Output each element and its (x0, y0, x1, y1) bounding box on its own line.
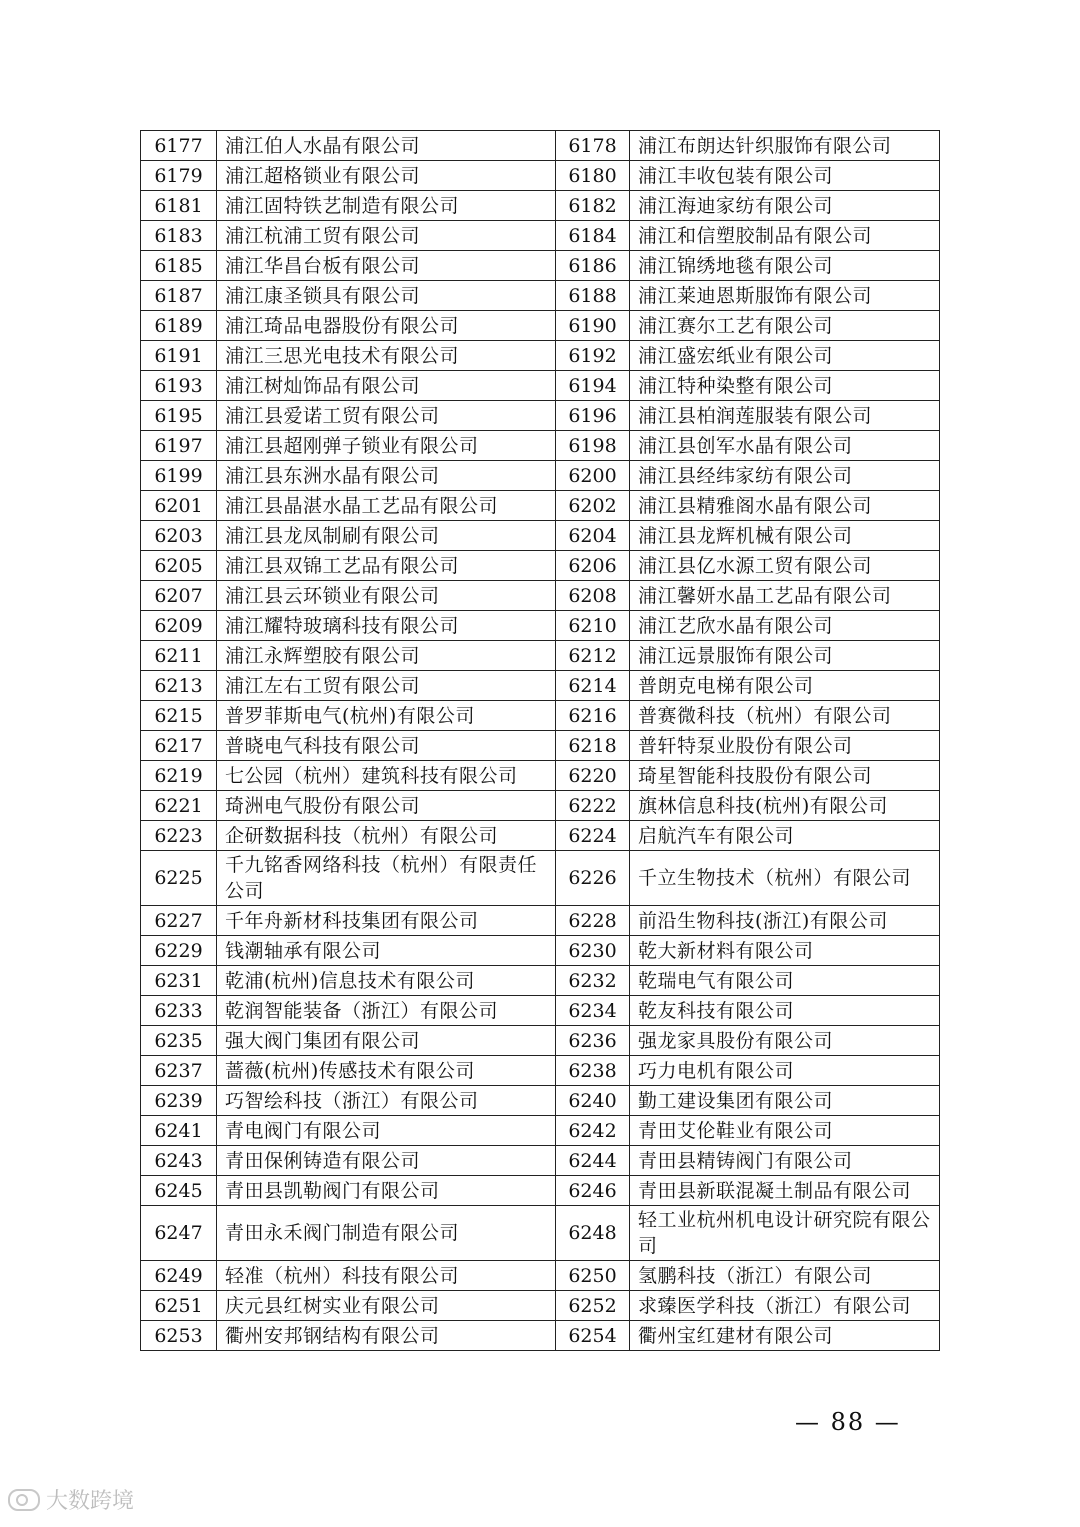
row-number-right: 6188 (556, 281, 630, 311)
table-row (141, 641, 940, 671)
company-name-left: 企研数据科技（杭州）有限公司 (217, 821, 556, 851)
row-number-right: 6202 (556, 491, 630, 521)
watermark-text: 大数跨境 (46, 1489, 135, 1514)
company-name-left: 琦洲电气股份有限公司 (217, 791, 556, 821)
company-name-right: 前沿生物科技(浙江)有限公司 (630, 906, 940, 936)
table-row (141, 966, 940, 996)
company-name-left: 乾润智能装备（浙江）有限公司 (217, 996, 556, 1026)
table-row (141, 671, 940, 701)
company-name-left: 乾浦(杭州)信息技术有限公司 (217, 966, 556, 996)
company-name-left: 浦江永辉塑胶有限公司 (217, 641, 556, 671)
table-row (141, 1291, 940, 1321)
company-name-right: 乾大新材料有限公司 (630, 936, 940, 966)
row-number-left: 6245 (141, 1176, 217, 1206)
company-name-left: 浦江伯人水晶有限公司 (217, 131, 556, 161)
company-name-right: 普朗克电梯有限公司 (630, 671, 940, 701)
row-number-right: 6228 (556, 906, 630, 936)
row-number-left: 6253 (141, 1321, 217, 1351)
row-number-right: 6248 (556, 1206, 630, 1261)
row-number-left: 6247 (141, 1206, 217, 1261)
row-number-right: 6234 (556, 996, 630, 1026)
row-number-left: 6223 (141, 821, 217, 851)
company-name-left: 青田保俐铸造有限公司 (217, 1146, 556, 1176)
company-name-left: 庆元县红树实业有限公司 (217, 1291, 556, 1321)
row-number-left: 6191 (141, 341, 217, 371)
row-number-right: 6254 (556, 1321, 630, 1351)
company-name-right: 求臻医学科技（浙江）有限公司 (630, 1291, 940, 1321)
company-name-right: 强龙家具股份有限公司 (630, 1026, 940, 1056)
company-name-left: 青田永禾阀门制造有限公司 (217, 1206, 556, 1261)
company-name-right: 浦江赛尔工艺有限公司 (630, 311, 940, 341)
table-row (141, 431, 940, 461)
table-row (141, 1116, 940, 1146)
table-row (141, 701, 940, 731)
company-name-right: 琦星智能科技股份有限公司 (630, 761, 940, 791)
row-number-right: 6180 (556, 161, 630, 191)
company-list-table-wrap (140, 130, 939, 1351)
company-name-right: 乾友科技有限公司 (630, 996, 940, 1026)
company-name-left: 千年舟新材科技集团有限公司 (217, 906, 556, 936)
company-name-left: 浦江固特铁艺制造有限公司 (217, 191, 556, 221)
table-row (141, 1206, 940, 1261)
row-number-right: 6198 (556, 431, 630, 461)
table-body (141, 131, 940, 1351)
company-name-left: 浦江树灿饰品有限公司 (217, 371, 556, 401)
table-row (141, 281, 940, 311)
company-name-left: 浦江琦品电器股份有限公司 (217, 311, 556, 341)
row-number-left: 6189 (141, 311, 217, 341)
table-row (141, 1176, 940, 1206)
row-number-right: 6224 (556, 821, 630, 851)
row-number-right: 6236 (556, 1026, 630, 1056)
row-number-left: 6239 (141, 1086, 217, 1116)
company-name-left: 浦江县晶湛水晶工艺品有限公司 (217, 491, 556, 521)
company-name-right: 千立生物技术（杭州）有限公司 (630, 851, 940, 906)
row-number-left: 6181 (141, 191, 217, 221)
row-number-right: 6190 (556, 311, 630, 341)
company-name-right: 青田县新联混凝土制品有限公司 (630, 1176, 940, 1206)
company-name-right: 浦江县经纬家纺有限公司 (630, 461, 940, 491)
row-number-left: 6231 (141, 966, 217, 996)
table-row (141, 161, 940, 191)
company-name-right: 青田县精铸阀门有限公司 (630, 1146, 940, 1176)
row-number-right: 6226 (556, 851, 630, 906)
row-number-left: 6235 (141, 1026, 217, 1056)
row-number-right: 6218 (556, 731, 630, 761)
company-name-left: 浦江县双锦工艺品有限公司 (217, 551, 556, 581)
table-row (141, 936, 940, 966)
table-row (141, 821, 940, 851)
row-number-right: 6194 (556, 371, 630, 401)
company-name-right: 浦江县柏润莲服装有限公司 (630, 401, 940, 431)
row-number-right: 6246 (556, 1176, 630, 1206)
row-number-left: 6183 (141, 221, 217, 251)
row-number-right: 6200 (556, 461, 630, 491)
company-name-right: 青田艾伦鞋业有限公司 (630, 1116, 940, 1146)
row-number-left: 6229 (141, 936, 217, 966)
row-number-right: 6244 (556, 1146, 630, 1176)
table-row (141, 551, 940, 581)
row-number-left: 6243 (141, 1146, 217, 1176)
row-number-left: 6203 (141, 521, 217, 551)
table-row (141, 221, 940, 251)
company-name-right: 浦江馨妍水晶工艺品有限公司 (630, 581, 940, 611)
company-name-left: 七公园（杭州）建筑科技有限公司 (217, 761, 556, 791)
table-row (141, 311, 940, 341)
company-name-right: 旗林信息科技(杭州)有限公司 (630, 791, 940, 821)
company-name-left: 浦江三思光电技术有限公司 (217, 341, 556, 371)
page-number: — 88 — (795, 1408, 901, 1436)
table-row (141, 371, 940, 401)
company-name-right: 氢鹏科技（浙江）有限公司 (630, 1261, 940, 1291)
company-name-left: 浦江超格锁业有限公司 (217, 161, 556, 191)
row-number-left: 6225 (141, 851, 217, 906)
row-number-left: 6219 (141, 761, 217, 791)
company-name-right: 浦江艺欣水晶有限公司 (630, 611, 940, 641)
row-number-right: 6214 (556, 671, 630, 701)
company-name-left: 蔷薇(杭州)传感技术有限公司 (217, 1056, 556, 1086)
row-number-right: 6192 (556, 341, 630, 371)
row-number-left: 6179 (141, 161, 217, 191)
company-name-left: 强大阀门集团有限公司 (217, 1026, 556, 1056)
company-name-right: 浦江丰收包装有限公司 (630, 161, 940, 191)
company-name-left: 巧智绘科技（浙江）有限公司 (217, 1086, 556, 1116)
company-name-right: 浦江锦绣地毯有限公司 (630, 251, 940, 281)
row-number-right: 6238 (556, 1056, 630, 1086)
company-name-left: 轻准（杭州）科技有限公司 (217, 1261, 556, 1291)
company-name-left: 浦江左右工贸有限公司 (217, 671, 556, 701)
row-number-right: 6208 (556, 581, 630, 611)
table-row (141, 791, 940, 821)
table-row (141, 251, 940, 281)
table-row (141, 131, 940, 161)
row-number-left: 6217 (141, 731, 217, 761)
table-row (141, 851, 940, 906)
table-row (141, 1086, 940, 1116)
row-number-left: 6187 (141, 281, 217, 311)
company-name-left: 衢州安邦钢结构有限公司 (217, 1321, 556, 1351)
company-name-left: 浦江县龙凤制刷有限公司 (217, 521, 556, 551)
row-number-right: 6230 (556, 936, 630, 966)
company-name-right: 浦江远景服饰有限公司 (630, 641, 940, 671)
row-number-left: 6205 (141, 551, 217, 581)
company-name-left: 浦江县爱诺工贸有限公司 (217, 401, 556, 431)
company-name-right: 轻工业杭州机电设计研究院有限公司 (630, 1206, 940, 1261)
row-number-left: 6251 (141, 1291, 217, 1321)
row-number-right: 6232 (556, 966, 630, 996)
row-number-right: 6210 (556, 611, 630, 641)
row-number-left: 6193 (141, 371, 217, 401)
row-number-left: 6201 (141, 491, 217, 521)
table-row (141, 1026, 940, 1056)
table-row (141, 1056, 940, 1086)
table-row (141, 581, 940, 611)
company-name-right: 普赛微科技（杭州）有限公司 (630, 701, 940, 731)
table-row (141, 1261, 940, 1291)
company-name-right: 浦江县精雅阁水晶有限公司 (630, 491, 940, 521)
row-number-right: 6196 (556, 401, 630, 431)
company-name-right: 勤工建设集团有限公司 (630, 1086, 940, 1116)
company-name-left: 浦江耀特玻璃科技有限公司 (217, 611, 556, 641)
table-row (141, 491, 940, 521)
watermark (8, 1484, 134, 1515)
company-name-left: 浦江华昌台板有限公司 (217, 251, 556, 281)
company-name-right: 浦江布朗达针织服饰有限公司 (630, 131, 940, 161)
table-row (141, 1321, 940, 1351)
table-row (141, 191, 940, 221)
company-name-right: 启航汽车有限公司 (630, 821, 940, 851)
company-name-left: 浦江康圣锁具有限公司 (217, 281, 556, 311)
row-number-right: 6212 (556, 641, 630, 671)
row-number-right: 6250 (556, 1261, 630, 1291)
row-number-left: 6209 (141, 611, 217, 641)
company-name-left: 浦江县东洲水晶有限公司 (217, 461, 556, 491)
company-name-right: 衢州宝红建材有限公司 (630, 1321, 940, 1351)
row-number-left: 6213 (141, 671, 217, 701)
company-name-right: 乾瑞电气有限公司 (630, 966, 940, 996)
company-name-right: 浦江和信塑胶制品有限公司 (630, 221, 940, 251)
row-number-right: 6216 (556, 701, 630, 731)
row-number-left: 6249 (141, 1261, 217, 1291)
row-number-left: 6237 (141, 1056, 217, 1086)
company-name-left: 普晓电气科技有限公司 (217, 731, 556, 761)
watermark-logo-icon (8, 1489, 40, 1511)
company-name-right: 浦江海迪家纺有限公司 (630, 191, 940, 221)
table-row (141, 906, 940, 936)
table-row (141, 461, 940, 491)
company-name-right: 浦江县亿水源工贸有限公司 (630, 551, 940, 581)
row-number-right: 6206 (556, 551, 630, 581)
row-number-left: 6177 (141, 131, 217, 161)
company-name-left: 浦江县云环锁业有限公司 (217, 581, 556, 611)
company-name-right: 浦江县创军水晶有限公司 (630, 431, 940, 461)
company-name-right: 浦江莱迪恩斯服饰有限公司 (630, 281, 940, 311)
company-list-table (140, 130, 940, 1351)
table-row (141, 996, 940, 1026)
row-number-left: 6185 (141, 251, 217, 281)
row-number-right: 6252 (556, 1291, 630, 1321)
row-number-right: 6184 (556, 221, 630, 251)
table-row (141, 761, 940, 791)
row-number-left: 6197 (141, 431, 217, 461)
company-name-left: 千九铭香网络科技（杭州）有限责任公司 (217, 851, 556, 906)
row-number-right: 6182 (556, 191, 630, 221)
row-number-right: 6186 (556, 251, 630, 281)
row-number-right: 6204 (556, 521, 630, 551)
company-name-left: 普罗菲斯电气(杭州)有限公司 (217, 701, 556, 731)
company-name-left: 钱潮轴承有限公司 (217, 936, 556, 966)
company-name-right: 浦江特种染整有限公司 (630, 371, 940, 401)
table-row (141, 731, 940, 761)
table-row (141, 401, 940, 431)
row-number-left: 6215 (141, 701, 217, 731)
row-number-left: 6195 (141, 401, 217, 431)
row-number-right: 6222 (556, 791, 630, 821)
row-number-left: 6207 (141, 581, 217, 611)
company-name-right: 浦江盛宏纸业有限公司 (630, 341, 940, 371)
row-number-right: 6220 (556, 761, 630, 791)
company-name-left: 青田县凯勒阀门有限公司 (217, 1176, 556, 1206)
company-name-right: 巧力电机有限公司 (630, 1056, 940, 1086)
company-name-right: 浦江县龙辉机械有限公司 (630, 521, 940, 551)
table-row (141, 521, 940, 551)
company-name-right: 普轩特泵业股份有限公司 (630, 731, 940, 761)
table-row (141, 341, 940, 371)
table-row (141, 1146, 940, 1176)
row-number-right: 6240 (556, 1086, 630, 1116)
row-number-left: 6227 (141, 906, 217, 936)
company-name-left: 浦江县超刚弹子锁业有限公司 (217, 431, 556, 461)
row-number-left: 6241 (141, 1116, 217, 1146)
row-number-right: 6242 (556, 1116, 630, 1146)
company-name-left: 浦江杭浦工贸有限公司 (217, 221, 556, 251)
row-number-left: 6233 (141, 996, 217, 1026)
table-row (141, 611, 940, 641)
row-number-left: 6221 (141, 791, 217, 821)
row-number-left: 6211 (141, 641, 217, 671)
company-name-left: 青电阀门有限公司 (217, 1116, 556, 1146)
row-number-left: 6199 (141, 461, 217, 491)
row-number-right: 6178 (556, 131, 630, 161)
